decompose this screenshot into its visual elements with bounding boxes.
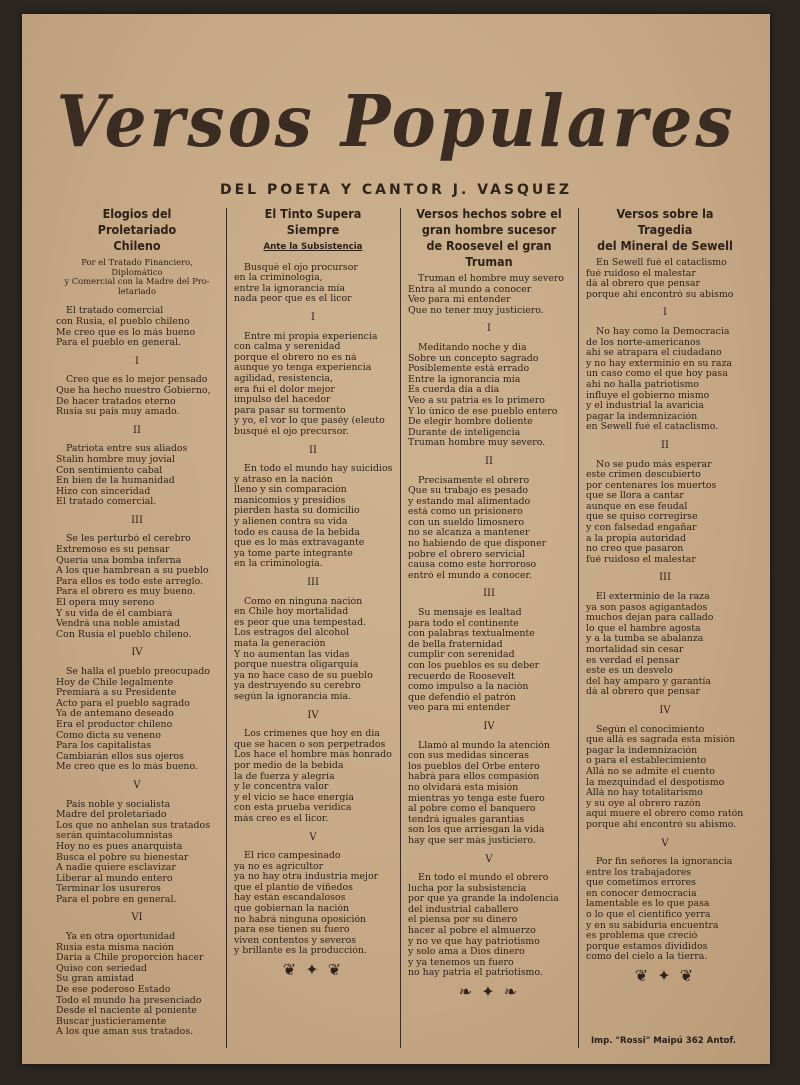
verse-line: recuerdo de Roosevelt (408, 671, 515, 682)
verse-line: Entra al mundo a conocer (408, 284, 532, 295)
stanza (586, 258, 744, 300)
verse-line: Entre la ignorancia mía (408, 374, 521, 385)
stanza (586, 725, 744, 831)
verse-line: Me creo que es lo más bueno. (56, 762, 198, 773)
verse-line: influye el gobierno mismo (586, 390, 710, 401)
stanza-numeral: III (483, 588, 495, 600)
verse-line: Por fin señores la ignorancia (596, 857, 733, 868)
verse-line: de bella fraternidad (408, 639, 503, 650)
page-subtitle: DEL POETA Y CANTOR J. VASQUEZ (219, 182, 572, 198)
verse-line: es peor que una tempestad. (234, 617, 367, 628)
verse-line: De ese poderoso Estado (56, 985, 171, 996)
verse-line: con palabras textualmente (408, 629, 535, 640)
verse-line: como impulso a la nación (408, 682, 529, 693)
column-title-line: Versos sobre la Tragedia (616, 207, 714, 237)
verse-line: con Rusia, el pueblo chileno (56, 316, 190, 327)
stanza (408, 274, 570, 316)
stanza (408, 343, 570, 449)
verse-line: Meditando noche y día (418, 342, 527, 353)
verse-line: Era el productor chileno (56, 719, 173, 730)
verse-line: no olvidará esta misión (408, 782, 519, 793)
verse-line: Extremoso es su pensar (56, 545, 170, 556)
verse-line: Hoy de Chile legalmente (56, 677, 174, 688)
verse-line: ya no hace caso de su pueblo (234, 670, 373, 681)
verse-line: que el plantío de viñedos (234, 882, 353, 893)
verse-line: Desde el naciente al poniente (56, 1006, 197, 1017)
stanza-numeral: V (133, 779, 141, 791)
verse-line: más creo es el licor. (234, 813, 329, 824)
verse-line: por que ya grande la indolencia (408, 894, 559, 905)
verse-line: Precisamente el obrero (418, 475, 530, 486)
poem-column (586, 206, 744, 1056)
column-title-line: del Mineral de Sewell (597, 239, 733, 253)
stanza (234, 597, 392, 703)
verse-line: mientras yo tenga este fuero (408, 793, 545, 804)
verse-line: y le concentra valor (234, 782, 329, 793)
verse-line: El tratado comercial (66, 306, 164, 317)
verse-line: porque nuestra oligarquía (234, 660, 359, 671)
verse-line: con un sueldo limosnero (408, 517, 525, 528)
stanza (586, 460, 744, 566)
verse-line: en Chile hoy mortalidad (234, 607, 349, 618)
verse-line: El exterminio de la raza (596, 592, 710, 603)
stanza-numeral: II (133, 424, 141, 436)
stanza (408, 873, 570, 979)
verse-line: ya son pasos agigantados (586, 602, 708, 613)
verse-line: Entre mi propia experiencia (244, 331, 378, 342)
column-subtitle (56, 258, 218, 296)
verse-line: Truman el hombre muy severo (418, 274, 564, 284)
stanza (586, 327, 744, 433)
verse-line: era fui el dolor mejor (234, 384, 335, 395)
ornament-icon: ❦ ✦ ❦ (282, 960, 344, 980)
column-title-line: El Tinto Supera Siempre (264, 207, 362, 237)
verse-line: lucha por la subsistencia (408, 883, 527, 894)
verse-line: hacer al pobre el almuerzo (408, 926, 536, 937)
verse-line: pagar la indemnización (586, 745, 698, 756)
stanza (56, 667, 218, 773)
stanza-numeral: VI (131, 912, 143, 924)
verse-line: Que no tener muy justiciero. (408, 305, 544, 316)
verse-line: Con Rusia el pueblo chileno. (56, 629, 192, 640)
column-subtitle-line: letariado (117, 285, 157, 296)
column-subtitle-line: Por el Tratado Financiero, Diplomático (81, 257, 193, 277)
verse-line: fué ruidoso el malestar (586, 554, 696, 565)
verse-line: Busca el pobre su bienestar (56, 852, 189, 863)
verse-line: Según el conocimiento (596, 724, 705, 735)
verse-line: lamentable es lo que pasa (586, 899, 710, 910)
verse-line: es verdad el pensar (586, 655, 680, 666)
verse-line: es problema que creció (586, 931, 698, 942)
verse-line: aunque en ese feudal (586, 501, 688, 512)
stanza-numeral: IV (659, 704, 671, 716)
verse-line: agilidad, resistencia, (234, 373, 333, 384)
verse-line: entre la ignorancia mía (234, 283, 346, 294)
verse-line: o para el establecimiento (586, 756, 707, 767)
stanza (56, 444, 218, 508)
verse-line: Sobre un concepto sagrado (408, 353, 539, 364)
verse-line: Los estragos del alcohol (234, 628, 349, 639)
verse-line: Allá no hay totalitarismo (586, 788, 703, 799)
column-title (240, 206, 385, 238)
verse-line: por centenares los muertos (586, 480, 717, 491)
verse-line: Premiará a su Presidente (56, 688, 177, 699)
stanza-numeral: IV (483, 720, 495, 732)
verse-line: Durante de inteligencia (408, 427, 521, 438)
verse-line: y solo ama a Dios dinero (408, 947, 525, 958)
verse-line: Para los capitalistas (56, 741, 152, 752)
verse-line: todo es causa de la bebida (234, 527, 360, 538)
column-subheading: Ante la Subsistencia (263, 242, 363, 252)
poem-column (56, 206, 218, 1056)
column-title (592, 206, 737, 254)
poem-column (234, 206, 392, 1056)
stanza-numeral: I (487, 323, 491, 335)
verse-line: o lo que el científico yerra (586, 910, 711, 921)
verse-line: porque ahí encontró su abismo (586, 289, 734, 300)
verse-line: y alienen contra su vida (234, 517, 348, 528)
verse-line: Hoy no es pues anarquista (56, 841, 183, 852)
verse-line: que es lo más extravagante (234, 538, 365, 549)
verse-line: y atraso en la nación (234, 474, 333, 485)
verse-line: Liberar al mundo entero (56, 873, 173, 884)
verse-line: y el industrial la avaricia (586, 401, 704, 412)
verse-line: veo para mi entender (408, 703, 510, 714)
stanza (586, 592, 744, 698)
verse-line: de los norte-americanos (586, 337, 701, 348)
verse-line: no habiendo de que disponer (408, 539, 547, 550)
verse-line: Los hace el hombre más honrado (234, 750, 392, 761)
stanza (56, 375, 218, 417)
stanza (56, 306, 218, 348)
verse-line: El tratado comercial. (56, 497, 157, 508)
verse-line: dá al obrero que pensar (586, 279, 700, 290)
verse-line: Quería una bomba inferna (56, 555, 182, 566)
verse-line: Cambiarán ellos sus ojeros (56, 751, 184, 762)
verse-line: Posiblemente está errado (408, 364, 530, 375)
verse-line: No hay como la Democracia (596, 326, 730, 337)
verse-line: mortalidad sin cesar (586, 645, 684, 655)
verse-line: para ese tienen su fuero (234, 925, 350, 936)
verse-line: Para el pobre en general. (56, 894, 177, 905)
verse-line: Todo el mundo ha presenciado (56, 995, 202, 1006)
verse-line: Creo que es lo mejor pensado (66, 375, 208, 386)
verse-line: El rico campesinado (244, 851, 341, 862)
document-sheet (22, 14, 770, 1064)
stanza-numeral: IV (307, 709, 319, 721)
verse-line: pagar la indemnización (586, 411, 698, 422)
stanza (408, 608, 570, 714)
verse-line: que cometimos errores (586, 878, 696, 889)
verse-line: Para ellos es todo este arreglo. (56, 576, 204, 587)
verse-line: Y su vida de él cambiará (56, 608, 173, 619)
verse-line: Veo a su patria es lo primero (408, 395, 545, 406)
verse-line: Madre del proletariado (56, 810, 167, 821)
verse-line: y en su sabiduría encuentra (586, 920, 719, 931)
verse-line: serán quintacolumnistas (56, 831, 173, 842)
verse-line: Ya en otra oportunidad (66, 932, 176, 943)
verse-line: De elegir hombre doliente (408, 417, 533, 428)
verse-line: Acto para el pueblo sagrado (56, 698, 190, 709)
verse-line: causa como este horroroso (408, 560, 537, 571)
verse-line: con sus medidas sinceras (408, 751, 529, 762)
verse-line: De hacer tratados eterno (56, 396, 176, 407)
verse-line: Que su trabajo es pesado (408, 486, 528, 497)
verse-line: al pobre como el banquero (408, 804, 536, 815)
verse-line: hay que ser más justiciero. (408, 835, 536, 846)
verse-line: Y lo único de ese pueblo entero (408, 406, 558, 417)
stanza-numeral: III (659, 572, 671, 584)
verse-line: son los que arriesgan la vida (408, 825, 545, 836)
verse-line: Vendrá una noble amistad (56, 619, 181, 630)
stanza (56, 932, 218, 1038)
column-divider (226, 208, 227, 1048)
verse-line: Los que no anhelan sus tratados (56, 820, 211, 831)
verse-line: porque ahí encontró su abismo. (586, 819, 737, 830)
verse-line: El opera muy sereno (56, 598, 155, 609)
ornament-icon: ❦ ✦ ❦ (634, 966, 696, 986)
verse-line: que defendió el patrón (408, 692, 516, 703)
verse-line: y yo, el vor lo que paséy (eleuto (234, 416, 385, 427)
verse-line: Busqué el ojo procursor (244, 262, 358, 273)
verse-line: Con sentimiento cabal (56, 465, 163, 476)
verse-line: está como un prisionero (408, 507, 523, 518)
column-title-line: Chileno (113, 239, 161, 253)
verse-line: y brillante es la producción. (234, 946, 367, 957)
verse-line: Buscar justicieramente (56, 1016, 167, 1027)
verse-line: pobre el obrero servicial (408, 549, 525, 560)
stanza-numeral: IV (131, 647, 143, 659)
page-title: Versos Populares (56, 78, 736, 164)
verse-line: y estando mal alimentado (408, 496, 531, 507)
verse-line: con esta prueba verídica (234, 803, 352, 814)
verse-line: pierden hasta su domicilio (234, 506, 360, 517)
verse-line: Rusia esta misma nación (56, 942, 174, 953)
verse-line: la mezquindad el despotismo (586, 777, 725, 788)
stanza-numeral: V (485, 853, 493, 865)
verse-line: Veo para mi entender (408, 295, 511, 306)
verse-line: entró el mundo a conocer. (408, 570, 532, 581)
verse-line: que allá es sagrada esta misión (586, 735, 736, 746)
verse-line: A los que aman sus tratados. (56, 1027, 194, 1038)
verse-line: Terminar los usureros (56, 884, 161, 895)
verse-line: Para el obrero es muy bueno. (56, 587, 196, 598)
verse-line: Como en ninguna nación (244, 596, 363, 607)
stanza-numeral: V (661, 837, 669, 849)
verse-line: ya tome parte integrante (234, 548, 353, 559)
verse-line: porque estamos divididos (586, 941, 708, 952)
verse-line: este crimen descubierto (586, 470, 701, 481)
verse-line: No se pudo más esperar (596, 459, 712, 470)
verse-line: del hay amparo y garantía (586, 676, 711, 687)
verse-line: Su gran amistad (56, 974, 135, 985)
verse-line: Stalin hombre muy jovial (56, 454, 176, 465)
verse-line: Su mensaje es lealtad (418, 608, 522, 619)
column-title-line: Elogios del Proletariado (97, 207, 177, 237)
stanza-numeral: III (307, 577, 319, 589)
column-title-line: de Roosevel el gran Truman (426, 239, 552, 269)
verse-line: el piensa por su dinero (408, 915, 518, 926)
stanza (56, 534, 218, 640)
stanza (408, 476, 570, 582)
verse-line: Ya de antemano deseado (56, 709, 174, 720)
verse-line: Truman hombre muy severo. (408, 438, 546, 449)
verse-line: manicomios y presidios (234, 495, 346, 506)
verse-line: Se les perturbó el cerebro (66, 534, 191, 545)
verse-line: lo que el hambre agosta (586, 623, 701, 634)
verse-line: En todo el mundo hay suicidios (244, 464, 392, 475)
verse-line: Rusia su país muy amado. (56, 407, 180, 418)
verse-line: muchos dejan para callado (586, 613, 714, 624)
verse-line: hay están escandalosos (234, 893, 346, 904)
verse-line: no hay patria el patriotismo. (408, 968, 543, 979)
stanza (234, 851, 392, 957)
verse-line: lleno y sin comparación (234, 485, 347, 496)
stanza (234, 332, 392, 438)
verse-line: a la propia autoridad (586, 533, 686, 544)
verse-line: Quiso con seriedad (56, 963, 148, 974)
column-divider (400, 208, 401, 1048)
verse-line: viven contentos y severos (234, 935, 357, 946)
verse-line: Como dicta su veneno (56, 730, 161, 741)
verse-line: no creo que pasaron (586, 544, 684, 555)
verse-line: los pueblos del Orbe entero (408, 761, 540, 772)
column-title (414, 206, 563, 270)
stanza-numeral: III (131, 514, 143, 526)
stanza-numeral: II (485, 455, 493, 467)
verse-line: del industrial caballero (408, 904, 519, 915)
verse-line: según la ignorancia mía. (234, 691, 352, 702)
poem-column (408, 206, 570, 1056)
column-title-line: gran hombre sucesor (421, 223, 557, 237)
stanza-numeral: II (661, 439, 669, 451)
stanza-numeral: I (311, 311, 315, 323)
column-subtitle-line: y Comercial con la Madre del Pro- (64, 276, 210, 287)
verse-line: y a la tumba se abalanza (586, 634, 704, 645)
stanza (234, 729, 392, 824)
stanza-numeral: I (135, 355, 139, 367)
verse-line: ya no hay otra industria mejor (234, 872, 379, 883)
verse-line: Para el pueblo en general. (56, 338, 182, 349)
verse-line: y ya tenemos un fuero (408, 957, 514, 968)
verse-line: para pasar su tormento (234, 405, 346, 416)
stanza (56, 800, 218, 906)
verse-line: cumplir con serenidad (408, 650, 515, 661)
verse-line: ahí se atrapara el ciudadano (586, 348, 722, 359)
column-divider (578, 208, 579, 1048)
verse-line: tendrá iguales garantías (408, 814, 525, 825)
verse-line: la de fuerza y alegría (234, 771, 335, 782)
verse-line: aquí muere el obrero como ratón (586, 809, 744, 820)
verse-line: País noble y socialista (66, 799, 171, 810)
verse-line: para todo el continente (408, 618, 519, 629)
verse-line: busqué el ojo precursor. (234, 426, 349, 437)
stanza (408, 741, 570, 847)
verse-line: y su oye al obrero razón (586, 798, 701, 809)
verse-line: ya no es agricultor (234, 861, 324, 872)
verse-line: que se quiso corregirse (586, 512, 698, 523)
verse-line: Me creo que es lo más bueno (56, 327, 196, 338)
stanza (586, 857, 744, 963)
verse-line: con los pueblos es su deber (408, 661, 540, 671)
verse-line: ahí no halla patriotismo (586, 379, 700, 390)
stanza-numeral: V (309, 831, 317, 843)
poem-columns (56, 206, 744, 1056)
verse-line: Los crímenes que hoy en día (244, 729, 380, 740)
verse-line: y el vicio se hace energía (234, 792, 354, 803)
verse-line: por medio de la bebida (234, 760, 344, 771)
verse-line: Patriota entre sus aliados (66, 444, 188, 455)
verse-line: impulso del hacedor (234, 395, 331, 406)
verse-line: A nadie quiere esclavizar (56, 863, 177, 874)
verse-line: en la criminología. (234, 559, 323, 570)
verse-line: y no ve que hay patriotismo (408, 936, 540, 947)
verse-line: Y no aumentan las vidas (234, 649, 350, 660)
verse-line: en conocer democracia (586, 888, 697, 899)
verse-line: que se hacen o son perpetrados (234, 739, 386, 750)
stanza (234, 263, 392, 305)
verse-line: Que ha hecho nuestro Gobierno, (56, 385, 211, 396)
column-title (62, 206, 211, 254)
verse-line: aunque yo tenga experiencia (234, 363, 372, 374)
verse-line: Se halla el pueblo preocupado (66, 667, 211, 677)
column-title-line: Versos hechos sobre el (416, 207, 562, 221)
verse-line: habrá para ellos compasión (408, 772, 540, 783)
verse-line: entre los trabajadores (586, 867, 692, 878)
stanza-numeral: I (663, 307, 667, 319)
ornament-icon: ❧ ✦ ❧ (458, 982, 520, 1002)
verse-line: como del cielo a la tierra. (586, 952, 708, 963)
verse-line: y no hay exterminio en su raza (586, 358, 733, 369)
verse-line: En todo el mundo el obrero (418, 873, 549, 884)
verse-line: A los que hambrean a su pueblo (56, 566, 209, 577)
verse-line: ya destruyendo su cerebro (234, 681, 361, 692)
printer-imprint: Imp. "Rossi" Maipú 362 Antof. (590, 1036, 736, 1046)
verse-line: y con falsedad engañar (586, 523, 697, 534)
verse-line: En bien de la humanidad (56, 476, 175, 487)
verse-line: no se alcanza a mantener (408, 528, 530, 539)
verse-line: Llamó al mundo la atención (418, 740, 550, 751)
verse-line: nada peor que es el licor (234, 294, 352, 305)
verse-line: fué ruidoso el malestar (586, 268, 696, 279)
verse-line: dá al obrero que pensar (586, 687, 700, 698)
verse-line: porque el obrero no es ná (234, 352, 357, 363)
verse-line: En Sewell fué el cataclismo (596, 258, 727, 268)
verse-line: que se llora a cantar (586, 491, 684, 502)
stanza (234, 464, 392, 570)
verse-line: mata la generación (234, 639, 326, 649)
verse-line: en la criminología, (234, 273, 323, 284)
verse-line: no habrá ninguna oposición (234, 914, 367, 925)
verse-line: este es un desvelo (586, 666, 673, 677)
verse-line: con calma y serenidad (234, 342, 341, 353)
verse-line: Allá no se admite el cuento (586, 766, 715, 777)
verse-line: Daría a Chile proporción hacer (56, 953, 204, 964)
verse-line: que gobiernan la nación (234, 904, 350, 915)
stanza-numeral: II (309, 444, 317, 456)
verse-line: Es cuerda día a día (408, 385, 500, 396)
verse-line: en Sewell fué el cataclismo. (586, 422, 719, 433)
verse-line: Hizo con sinceridad (56, 486, 151, 497)
verse-line: un caso como el que hoy pasa (586, 369, 728, 380)
